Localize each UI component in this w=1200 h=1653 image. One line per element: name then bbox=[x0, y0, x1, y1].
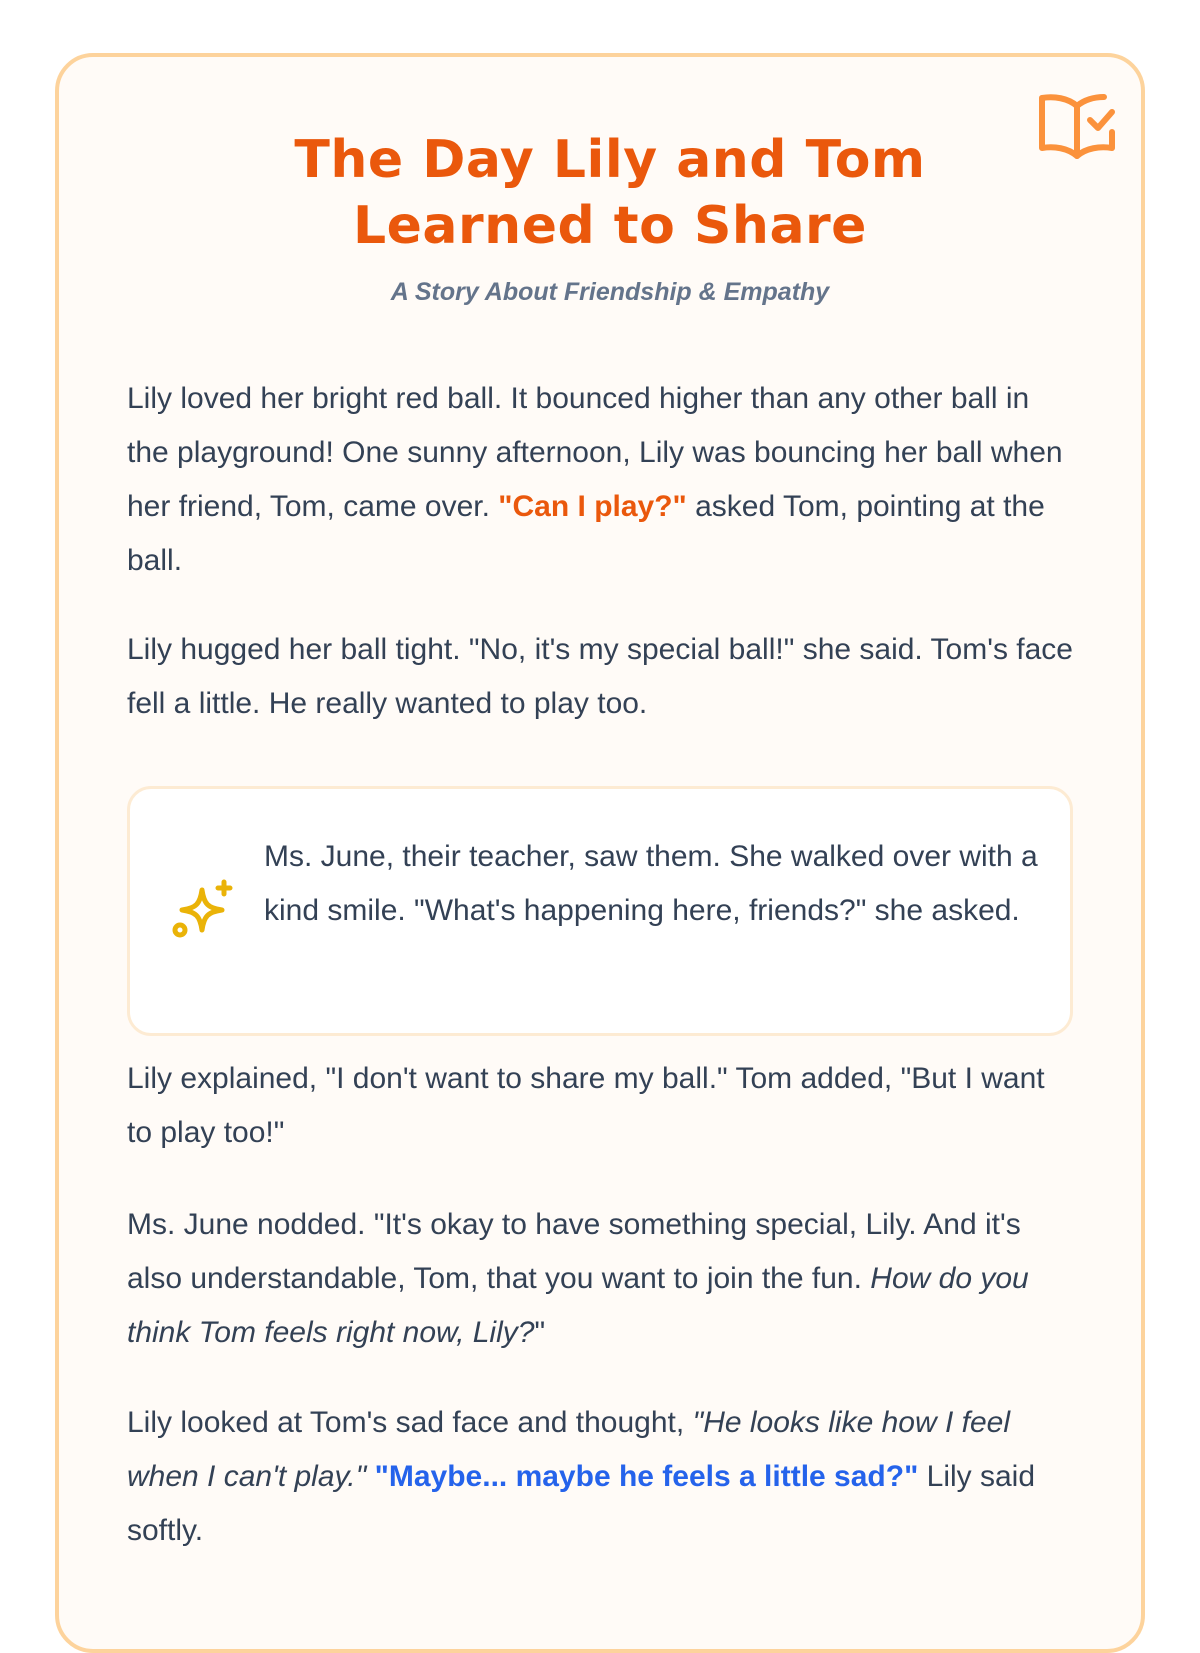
story-subtitle: A Story About Friendship & Empathy bbox=[390, 278, 830, 306]
paragraph-text: Lily looked at Tom's sad face and thought, bbox=[127, 1406, 685, 1439]
teacher-callout-text: Ms. June, their teacher, saw them. She walked over with a kind smile. "What's happening here, friends?" she asked. bbox=[264, 840, 1038, 927]
story-paragraph-5 bbox=[127, 1396, 1077, 1558]
tom-question-quote: "Can I play?" bbox=[498, 490, 687, 523]
story-paragraph-4 bbox=[127, 1198, 1077, 1360]
paragraph-text: Lily said softly. bbox=[127, 1460, 1036, 1547]
story-paragraph-2: Lily hugged her ball tight. "No, it's my special ball!" she said. Tom's face fell a little. He really wanted to play too. bbox=[127, 633, 1073, 720]
book-open-check-icon bbox=[1038, 92, 1116, 164]
story-paragraph-3: Lily explained, "I don't want to share my ball." Tom added, "But I want to play too!" bbox=[127, 1062, 1045, 1149]
paragraph-text: Lily loved her bright red ball. It bounced higher than any other ball in the playground! One sunny afternoon, Lily was bouncing her ball when her friend, Tom, came over. bbox=[127, 382, 1063, 523]
teacher-question: How do you think Tom feels right now, Lily? bbox=[127, 1262, 1029, 1349]
story-paragraph-1 bbox=[127, 372, 1077, 588]
paragraph-text: asked Tom, pointing at the ball. bbox=[127, 490, 1045, 577]
story-title: The Day Lily and Tom Learned to Share bbox=[294, 130, 926, 256]
closing-quote: " bbox=[534, 1316, 546, 1349]
paragraph-text: Ms. June nodded. "It's okay to have something special, Lily. And it's also understandable, Tom, that you want to join the fun. bbox=[127, 1208, 1021, 1295]
lily-thought: "He looks like how I feel when I can't play." bbox=[127, 1406, 1011, 1493]
lily-spoken-quote: "Maybe... maybe he feels a little sad?" bbox=[374, 1460, 919, 1493]
sparkles-icon bbox=[170, 878, 236, 944]
